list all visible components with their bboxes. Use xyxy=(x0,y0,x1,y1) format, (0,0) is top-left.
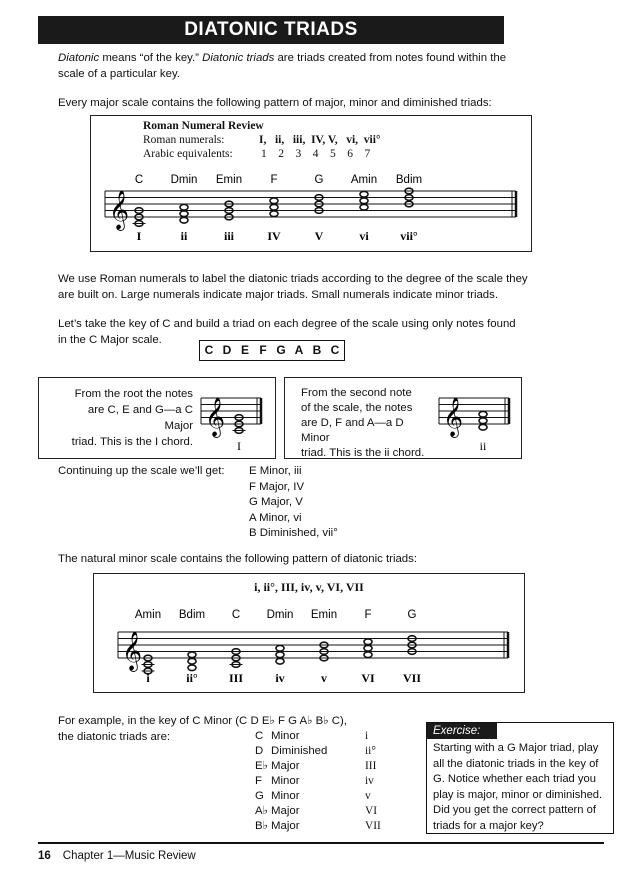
review-heading: Roman Numeral Review xyxy=(143,120,264,132)
root-staff-numeral: I xyxy=(237,439,241,453)
example-numeral: i xyxy=(365,730,369,742)
second-triad-box xyxy=(284,377,522,459)
minor-chord-name: Amin xyxy=(134,609,162,621)
minor-triad-note xyxy=(364,645,372,651)
example-line1: For example, in the key of C Minor (C D E♭ F G A♭ B♭ C), xyxy=(58,715,347,727)
major-numeral: vi xyxy=(359,229,369,243)
example-quality: Major xyxy=(271,805,300,817)
second-box-line1: From the second note xyxy=(301,387,412,399)
exercise-line: all the diatonic triads in the key of xyxy=(433,757,599,770)
major-chord-name: C xyxy=(134,174,144,186)
page-title: DIATONIC TRIADS xyxy=(38,16,504,44)
intro-text-a: means “of the key.” xyxy=(99,52,203,64)
table-row xyxy=(255,759,405,774)
scale-note: F xyxy=(259,343,267,357)
minor-numeral: iv xyxy=(275,671,285,685)
footer-rule xyxy=(38,842,604,844)
second-staff-triad-note xyxy=(479,411,487,417)
minor-numerals-heading: i, ii°, III, iv, v, VI, VII xyxy=(254,580,364,594)
major-chord-name: Bdim xyxy=(395,174,423,186)
second-box-line3: are D, F and A—a D Minor xyxy=(301,417,404,444)
continuing-list xyxy=(249,463,338,541)
exercise-line: Starting with a G Major triad, play xyxy=(433,742,599,754)
table-row xyxy=(255,744,405,759)
second-box-line4: triad. This is the ii chord. xyxy=(301,447,425,459)
list-item: G Major, V xyxy=(249,496,303,508)
minor-triad-note xyxy=(364,639,372,645)
list-item: A Minor, vi xyxy=(249,511,302,524)
second-staff-triad-note xyxy=(479,424,487,430)
arabic-label: Arabic equivalents: xyxy=(143,148,233,160)
example-numeral: iv xyxy=(365,775,374,787)
major-chord-name: F xyxy=(270,174,278,186)
scale-note: B xyxy=(312,343,322,357)
build-line2: in the C Major scale. xyxy=(58,334,162,346)
root-box-line2: are C, E and G—a C Major xyxy=(87,404,193,432)
example-numeral: ii° xyxy=(365,745,376,757)
major-numeral: vii° xyxy=(400,229,418,243)
minor-triad-note xyxy=(188,658,196,664)
treble-clef-icon: 𝄞 xyxy=(109,189,129,229)
major-triad-note xyxy=(180,217,188,223)
scale-note: C xyxy=(330,343,340,357)
term-diatonic-triads: Diatonic triads xyxy=(202,52,275,64)
footer xyxy=(38,850,196,862)
example-numeral: III xyxy=(365,760,377,772)
minor-chord-name: F xyxy=(364,609,372,621)
exercise-text xyxy=(427,739,613,836)
second-box-line2: of the scale, the notes xyxy=(301,402,413,414)
major-triad-note xyxy=(180,211,188,217)
list-item: F Major, IV xyxy=(249,480,305,493)
exercise-line: Did you get the correct pattern of xyxy=(433,804,596,816)
exercise-header: Exercise: xyxy=(427,723,497,739)
table-row xyxy=(255,789,405,804)
root-box-line3: triad. This is the I chord. xyxy=(71,436,193,448)
minor-numeral: ii° xyxy=(186,671,198,685)
major-numeral: I xyxy=(136,229,142,243)
example-note: F xyxy=(255,775,262,787)
root-box-line1: From the root the notes xyxy=(74,388,193,400)
example-note: A♭ xyxy=(255,805,268,817)
second-staff-triad-note xyxy=(479,418,487,424)
minor-chord-name: Bdim xyxy=(178,609,206,621)
chapter-label: Chapter 1—Music Review xyxy=(62,850,196,862)
scale-note: D xyxy=(222,343,232,357)
minor-staff xyxy=(94,600,524,690)
roman-label: Roman numerals: xyxy=(143,134,225,146)
table-row xyxy=(255,819,405,834)
continuing-label: Continuing up the scale we’ll get: xyxy=(58,465,225,477)
minor-triad-note xyxy=(364,652,372,658)
list-item: E Minor, iii xyxy=(249,465,302,477)
minor-chord-name: Emin xyxy=(310,609,338,621)
minor-triad-note xyxy=(188,665,196,671)
major-pattern-text: Every major scale contains the following pattern of major, minor and diminished triads: xyxy=(58,97,492,109)
example-quality: Minor xyxy=(271,775,300,787)
intro-text-b: are triads created from notes found within the xyxy=(274,52,507,64)
major-triad-note xyxy=(270,198,278,204)
minor-chord-name: G xyxy=(407,609,417,621)
major-triads-box xyxy=(90,115,532,252)
example-line2: the diatonic triads are: xyxy=(58,731,171,743)
major-triad-note xyxy=(270,211,278,217)
table-row xyxy=(255,774,405,789)
second-box-text xyxy=(301,386,435,461)
major-triad-note xyxy=(270,204,278,210)
root-box-text xyxy=(59,386,193,450)
exercise-line: triads for a major key? xyxy=(433,819,544,832)
treble-clef-icon: 𝄞 xyxy=(122,630,142,670)
example-note: G xyxy=(255,790,264,802)
second-staff xyxy=(435,384,515,456)
example-quality: Diminished xyxy=(271,745,328,757)
example-quality: Minor xyxy=(271,730,300,742)
example-quality: Major xyxy=(271,760,300,772)
major-triad-note xyxy=(360,198,368,204)
minor-chord-name: Dmin xyxy=(266,609,294,621)
roman-usage-paragraph xyxy=(58,271,618,303)
minor-triads-box xyxy=(93,573,525,693)
roman-values: I, ii, iii, IV, V, vi, vii° xyxy=(259,134,381,146)
major-chord-name: Amin xyxy=(350,174,378,186)
exercise-line: G. Notice whether each triad you xyxy=(433,773,596,785)
minor-chord-name: C xyxy=(231,609,241,621)
example-note: B♭ xyxy=(255,820,268,832)
minor-pattern-text: The natural minor scale contains the following pattern of diatonic triads: xyxy=(58,553,417,565)
roman-usage-line1: We use Roman numerals to label the diatonic triads according to the degree of the scale they xyxy=(58,273,528,285)
minor-triad-note xyxy=(276,645,284,651)
table-row xyxy=(255,804,405,819)
c-major-scale-box xyxy=(199,340,345,361)
example-numeral: VI xyxy=(365,805,378,817)
minor-numeral: VII xyxy=(402,671,422,685)
major-numeral: IV xyxy=(267,229,281,243)
example-numeral: VII xyxy=(365,820,381,832)
scale-note: G xyxy=(276,343,286,357)
major-numeral: ii xyxy=(180,229,188,243)
treble-clef-icon: 𝄞 xyxy=(443,396,463,436)
major-chord-name: Dmin xyxy=(170,174,198,186)
term-diatonic: Diatonic xyxy=(58,52,100,64)
treble-clef-icon: 𝄞 xyxy=(205,396,225,436)
minor-numeral: i xyxy=(146,671,150,685)
example-quality: Major xyxy=(271,820,300,832)
intro-paragraph xyxy=(58,50,608,82)
example-note: E♭ xyxy=(255,760,268,772)
minor-triad-note xyxy=(188,652,196,658)
major-staff xyxy=(91,166,531,251)
minor-numeral: III xyxy=(228,671,244,685)
minor-numeral: VI xyxy=(361,671,375,685)
example-note: D xyxy=(255,745,264,757)
scale-note: C xyxy=(204,343,214,357)
minor-numeral: v xyxy=(321,671,327,685)
arabic-values: 1 2 3 4 5 6 7 xyxy=(261,148,371,160)
exercise-line: play is major, minor or diminished. xyxy=(433,788,603,801)
minor-triad-note xyxy=(276,658,284,664)
example-table xyxy=(255,729,405,834)
build-line1: Let’s take the key of C and build a triad on each degree of the scale using only notes found xyxy=(58,318,516,330)
major-chord-name: G xyxy=(314,174,324,186)
major-triad-note xyxy=(360,204,368,210)
example-numeral: v xyxy=(365,790,371,802)
major-chord-name: Emin xyxy=(215,174,243,186)
major-numeral: iii xyxy=(223,229,235,243)
intro-line2: scale of a particular key. xyxy=(58,68,180,80)
table-row xyxy=(255,729,405,744)
scale-note: E xyxy=(240,343,249,357)
list-item: B Diminished, vii° xyxy=(249,527,338,539)
major-triad-note xyxy=(180,204,188,210)
page-number: 16 xyxy=(38,850,51,862)
root-triad-box xyxy=(38,377,276,459)
scale-note: A xyxy=(294,343,304,357)
example-quality: Minor xyxy=(271,790,300,802)
root-staff xyxy=(197,384,267,456)
roman-usage-line2: are built on. Large numerals indicate major triads. Small numerals indicate minor triads. xyxy=(58,289,499,301)
example-note: C xyxy=(255,730,264,742)
second-staff-numeral: ii xyxy=(479,439,487,453)
minor-triad-note xyxy=(276,652,284,658)
exercise-box xyxy=(426,722,614,834)
major-numeral: V xyxy=(314,229,324,243)
major-triad-note xyxy=(360,191,368,197)
